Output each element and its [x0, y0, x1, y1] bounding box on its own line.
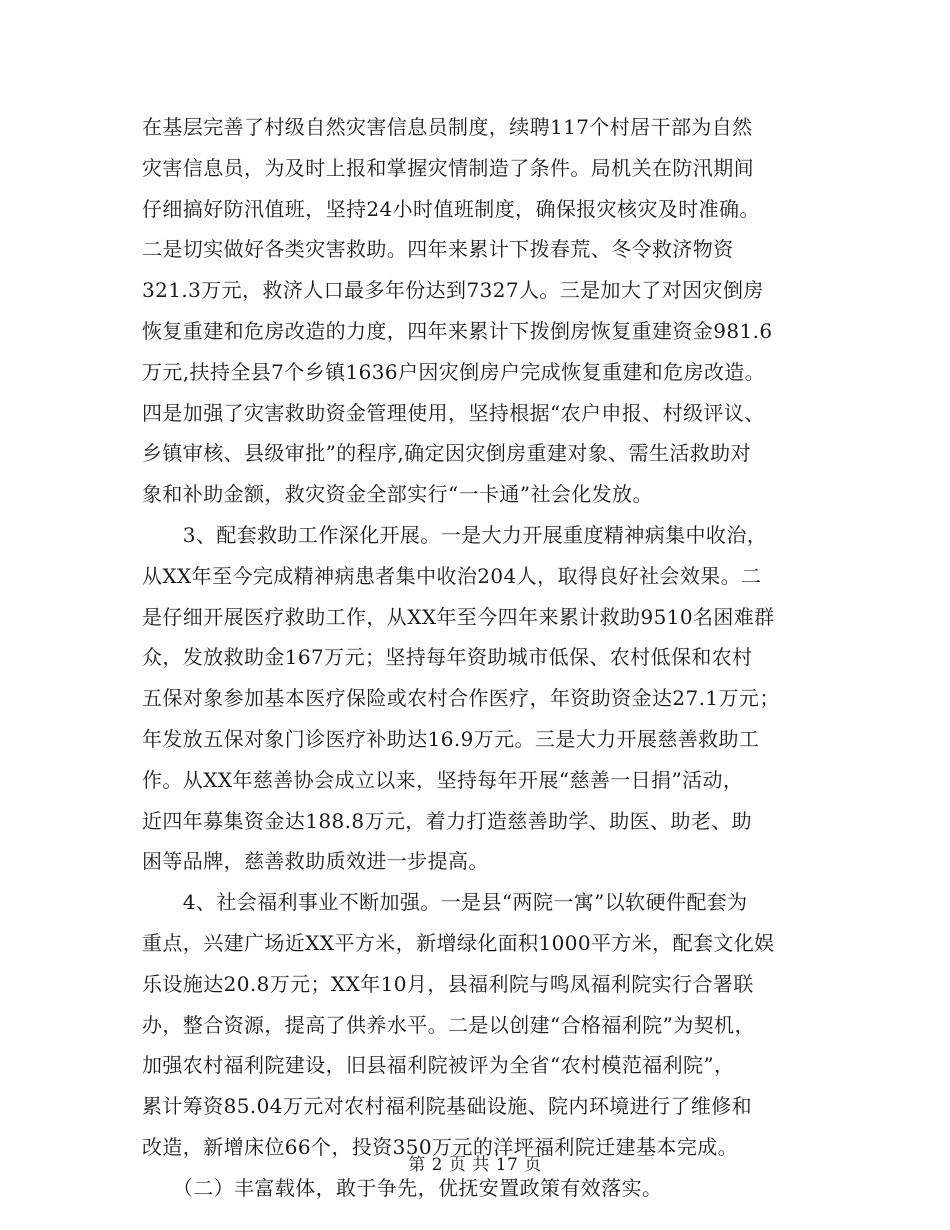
text-line: 五保对象参加基本医疗保险或农村合作医疗，年资助资金达27.1万元； — [142, 686, 780, 711]
body-text — [142, 107, 822, 1209]
text-line: 四是加强了灾害救助资金管理使用，坚持根据“农户申报、村级评议、 — [142, 400, 765, 425]
text-line: 是仔细开展医疗救助工作，从XX年至今四年来累计救助9510名困难群 — [142, 604, 775, 629]
text-line: 在基层完善了村级自然灾害信息员制度，续聘117个村居干部为自然 — [142, 115, 753, 139]
text-line: 4、社会福利事业不断加强。一是县“两院一寓”以软硬件配套为 — [142, 890, 748, 915]
text-line: 办，整合资源，提高了供养水平。二是以创建“合格福利院”为契机， — [142, 1012, 755, 1037]
text-line: 3、配套救助工作深化开展。一是大力开展重度精神病集中收治， — [142, 522, 768, 547]
text-line: 改造，新增床位66个，投资350万元的洋坪福利院迁建基本完成。 — [142, 1134, 739, 1159]
text-line: 二是切实做好各类灾害救助。四年来累计下拨春荒、冬令救济物资 — [142, 237, 734, 262]
text-line: 乡镇审核、县级审批”的程序,确定因灾倒房重建对象、需生活救助对 — [142, 441, 751, 466]
text-line: 作。从XX年慈善协会成立以来，坚持每年开展“慈善一日捐”活动， — [142, 767, 744, 792]
page-number-footer: 第 2 页 共 17 页 — [408, 1155, 542, 1175]
text-line: 灾害信息员，为及时上报和掌握灾情制造了条件。局机关在防汛期间 — [142, 155, 754, 180]
text-line: 恢复重建和危房改造的力度，四年来累计下拨倒房恢复重建资金981.6 — [142, 318, 773, 343]
text-line: 众，发放救助金167万元；坚持每年资助城市低保、农村低保和农村 — [142, 645, 753, 670]
text-line: 象和补助金额，救灾资金全部实行“一卡通”社会化发放。 — [142, 482, 653, 507]
text-line: 乐设施达20.8万元；XX年10月，县福利院与鸣凤福利院实行合署联 — [142, 971, 754, 996]
text-line: 近四年募集资金达188.8万元，着力打造慈善助学、助医、助老、助 — [142, 808, 753, 833]
text-line: 累计筹资85.04万元对农村福利院基础设施、院内环境进行了维修和 — [142, 1094, 753, 1119]
text-line: 万元,扶持全县7个乡镇1636户因灾倒房户完成恢复重建和危房改造。 — [142, 359, 766, 384]
text-line: 重点，兴建广场近XX平方米，新增绿化面积1000平方米，配套文化娱 — [142, 930, 775, 955]
section-heading: （二）丰富载体，敢于争先，优抚安置政策有效落实。 — [142, 1175, 663, 1200]
text-line: 困等品牌，慈善救助质效进一步提高。 — [142, 849, 489, 874]
text-line: 加强农村福利院建设，旧县福利院被评为全省“农村模范福利院”， — [142, 1053, 735, 1078]
text-line: 从XX年至今完成精神病患者集中收治204人，取得良好社会效果。二 — [142, 563, 762, 588]
text-line: 年发放五保对象门诊医疗补助达16.9万元。三是大力开展慈善救助工 — [142, 726, 760, 751]
text-line: 仔细搞好防汛值班，坚持24小时值班制度，确保报灾核灾及时准确。 — [142, 196, 760, 221]
text-line: 321.3万元，救济人口最多年份达到7327人。三是加大了对因灾倒房 — [142, 278, 764, 303]
